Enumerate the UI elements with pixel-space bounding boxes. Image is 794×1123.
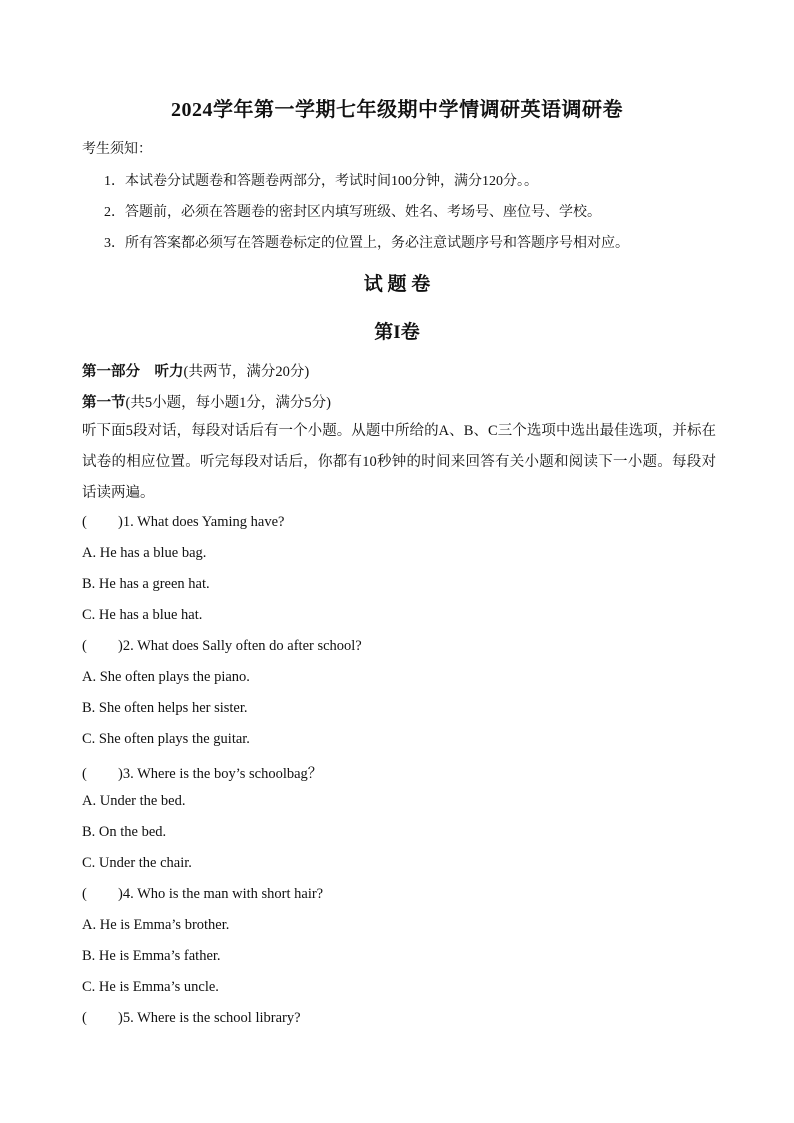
question-stem [82, 514, 284, 531]
notice-item: 3．所有答案都必须写在答题卷标定的位置上，务必注意试题序号和答题序号相对应。 [104, 236, 629, 251]
question-text: )4. Who is the man with short hair? [118, 886, 324, 902]
question-stem [82, 1010, 301, 1027]
question-text: )3. Where is the boy’s schoolbag？ [118, 766, 323, 782]
question-option: A. He is Emma’s brother. [82, 917, 230, 933]
question-option: B. She often helps her sister. [82, 700, 248, 716]
question-option: A. He has a blue bag. [82, 545, 207, 561]
answer-blank: ( [82, 1010, 87, 1026]
answer-blank: ( [82, 886, 87, 902]
answer-blank: ( [82, 514, 87, 530]
question-text: )2. What does Sally often do after school? [118, 638, 362, 654]
part1-detail: (共两节，满分20分) [183, 364, 310, 380]
notice-item: 2．答题前，必须在答题卷的密封区内填写班级、姓名、考场号、座位号、学校。 [104, 205, 601, 220]
paper-heading: 试 题 卷 [363, 274, 431, 295]
part1-heading [82, 360, 309, 381]
question-stem [82, 886, 323, 903]
notice-heading: 考生须知： [82, 142, 152, 157]
question-option: A. She often plays the piano. [82, 669, 250, 685]
section1-heading [82, 391, 331, 412]
notice-item: 1．本试卷分试题卷和答题卷两部分，考试时间100分钟，满分120分。。 [104, 174, 538, 189]
question-text: )1. What does Yaming have? [118, 514, 285, 530]
question-text: )5. Where is the school library? [118, 1010, 301, 1026]
question-option: C. Under the chair. [82, 855, 192, 871]
question-option: B. He has a green hat. [82, 576, 210, 592]
question-option: C. He is Emma’s uncle. [82, 979, 219, 995]
answer-blank: ( [82, 638, 87, 654]
volume-heading: 第I卷 [374, 322, 420, 343]
section1-label: 第一节 [82, 395, 126, 411]
answer-blank: ( [82, 766, 87, 782]
section1-detail: (共5小题，每小题1分，满分5分) [125, 395, 331, 411]
question-option: C. She often plays the guitar. [82, 731, 250, 747]
question-option: C. He has a blue hat. [82, 607, 203, 623]
question-option: A. Under the bed. [82, 793, 186, 809]
question-stem [82, 762, 322, 783]
part1-label: 第一部分 听力 [82, 364, 184, 380]
question-stem [82, 638, 362, 655]
listening-instructions: 听下面5段对话，每段对话后有一个小题。从题中所给的A、B、C三个选项中选出最佳选项，并标在试卷的相应位置。听完每段对话后，你都有10秒钟的时间来回答有关小题和阅读下一小题。每段对话读两遍。 [82, 423, 716, 501]
question-option: B. He is Emma’s father. [82, 948, 221, 964]
exam-title: 2024学年第一学期七年级期中学情调研英语调研卷 [171, 99, 623, 121]
question-option: B. On the bed. [82, 824, 167, 840]
